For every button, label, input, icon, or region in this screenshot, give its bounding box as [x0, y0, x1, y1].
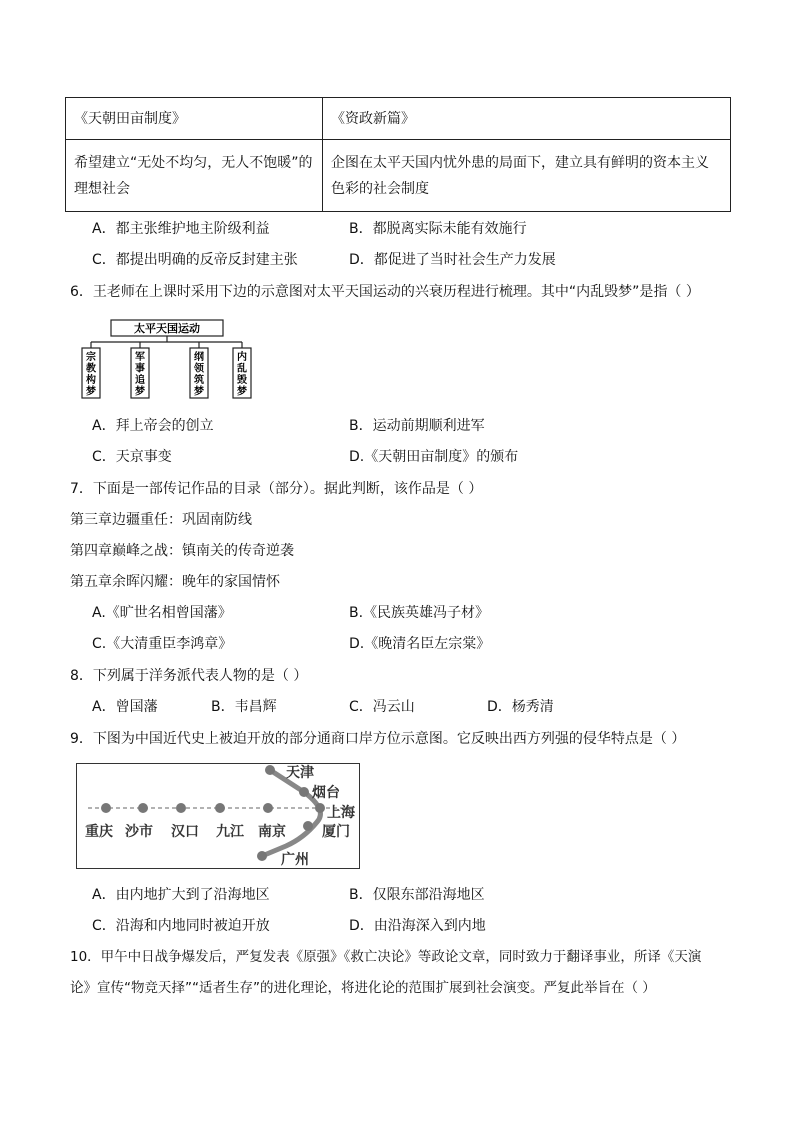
q8-option-a[interactable]: A．曾国藩 [92, 699, 158, 715]
map-city-label: 广州 [281, 852, 309, 868]
map-city-label: 沙市 [125, 824, 153, 840]
q5-option-a[interactable]: A．都主张维护地主阶级利益 [92, 221, 270, 237]
map-city-label: 上海 [327, 805, 355, 821]
q6-option-c[interactable]: C．天京事变 [92, 449, 172, 465]
diagram-box-char: 梦 [194, 386, 204, 398]
inland-port-dot [138, 803, 148, 813]
coastal-port-dot [257, 851, 267, 861]
q7-stem: 7．下面是一部传记作品的目录（部分）。据此判断，该作品是（ ） [70, 481, 483, 497]
q6-option-d[interactable]: D.《天朝田亩制度》的颁布 [349, 449, 519, 465]
diagram-box-char: 乱 [237, 363, 247, 375]
table-cell: 企图在太平天国内忧外患的局面下，建立具有鲜明的资本主义色彩的社会制度 [323, 140, 731, 212]
diagram-box-char: 军 [135, 352, 145, 363]
diagram-box-char: 宗 [86, 352, 96, 363]
table-header-cell: 《天朝田亩制度》 [66, 98, 323, 140]
table-header-cell: 《资政新篇》 [323, 98, 731, 140]
map-city-label: 九江 [216, 824, 244, 840]
q5-option-d[interactable]: D．都促进了当时社会生产力发展 [349, 252, 556, 268]
q6-stem: 6．王老师在上课时采用下边的示意图对太平天国运动的兴衰历程进行梳理。其中“内乱毁梦”是指（ ） [70, 284, 700, 300]
q9-option-d[interactable]: D．由沿海深入到内地 [349, 918, 486, 934]
q8-option-c[interactable]: C．冯云山 [349, 699, 415, 715]
table-row [66, 140, 731, 212]
q8-option-d[interactable]: D．杨秀清 [487, 699, 554, 715]
map-city-label: 重庆 [85, 824, 113, 840]
q10-stem-line: 论》宣传“物竞天择”“适者生存”的进化理论，将进化论的范围扩展到社会演变。严复此举旨在（ ） [70, 980, 656, 996]
map-city-label: 厦门 [322, 824, 350, 840]
map-city-label: 烟台 [312, 785, 340, 801]
diagram-box-char: 纲 [194, 352, 204, 363]
q7-option-c[interactable]: C.《大清重臣李鸿章》 [92, 636, 233, 652]
inland-port-dot [101, 803, 111, 813]
coastal-port-dot [265, 765, 275, 775]
inland-port-dot [263, 803, 273, 813]
q7-toc-line: 第五章余晖闪耀：晚年的家国情怀 [70, 574, 280, 590]
diagram-box-char: 梦 [135, 386, 145, 398]
diagram-box-char: 筑 [194, 375, 204, 386]
coastal-port-dot [303, 821, 313, 831]
q10-stem-line: 10．甲午中日战争爆发后，严复发表《原强》《救亡决论》等政论文章，同时致力于翻译事业，所译《天演 [70, 949, 702, 965]
diagram-title: 太平天国运动 [134, 322, 200, 335]
q5-option-b[interactable]: B．都脱离实际未能有效施行 [349, 221, 527, 237]
map-city-label: 天津 [286, 765, 314, 781]
inland-port-dot [176, 803, 186, 813]
diagram-box-char: 内 [237, 352, 247, 363]
table-header-row [66, 98, 731, 140]
diagram-box-char: 教 [86, 363, 96, 375]
q8-option-b[interactable]: B．韦昌辉 [211, 699, 277, 715]
diagram-box-char: 梦 [237, 386, 247, 398]
diagram-box-char: 事 [135, 363, 145, 375]
q9-option-a[interactable]: A．由内地扩大到了沿海地区 [92, 887, 270, 903]
q7-option-a[interactable]: A.《旷世名相曾国藩》 [92, 605, 232, 621]
q7-option-b[interactable]: B.《民族英雄冯子材》 [349, 605, 490, 621]
q6-option-a[interactable]: A．拜上帝会的创立 [92, 418, 214, 434]
diagram-box-char: 毁 [237, 375, 247, 386]
taiping-tree-diagram [74, 318, 264, 400]
q9-option-b[interactable]: B．仅限东部沿海地区 [349, 887, 485, 903]
q6-option-b[interactable]: B．运动前期顺利进军 [349, 418, 485, 434]
diagram-box-char: 追 [135, 375, 145, 386]
q7-option-d[interactable]: D.《晚清名臣左宗棠》 [349, 636, 491, 652]
inland-port-dot [215, 803, 225, 813]
q5-option-c[interactable]: C．都提出明确的反帝反封建主张 [92, 252, 298, 268]
coastal-port-dot [299, 787, 309, 797]
coastal-port-dot [315, 803, 325, 813]
diagram-box-char: 构 [86, 375, 96, 386]
q9-option-c[interactable]: C．沿海和内地同时被迫开放 [92, 918, 270, 934]
table-cell: 希望建立“无处不均匀，无人不饱暖”的理想社会 [66, 140, 323, 212]
q8-stem: 8．下列属于洋务派代表人物的是（ ） [70, 668, 308, 684]
q7-toc-line: 第三章边疆重任：巩固南防线 [70, 512, 252, 528]
comparison-table [65, 97, 731, 212]
map-city-label: 南京 [258, 824, 286, 840]
q7-toc-line: 第四章巅峰之战：镇南关的传奇逆袭 [70, 543, 294, 559]
treaty-ports-map [76, 760, 362, 870]
q9-stem: 9．下图为中国近代史上被迫开放的部分通商口岸方位示意图。它反映出西方列强的侵华特点是（ ） [70, 731, 686, 747]
diagram-box-char: 领 [194, 363, 204, 375]
map-city-label: 汉口 [171, 824, 199, 840]
diagram-box-char: 梦 [86, 386, 96, 398]
